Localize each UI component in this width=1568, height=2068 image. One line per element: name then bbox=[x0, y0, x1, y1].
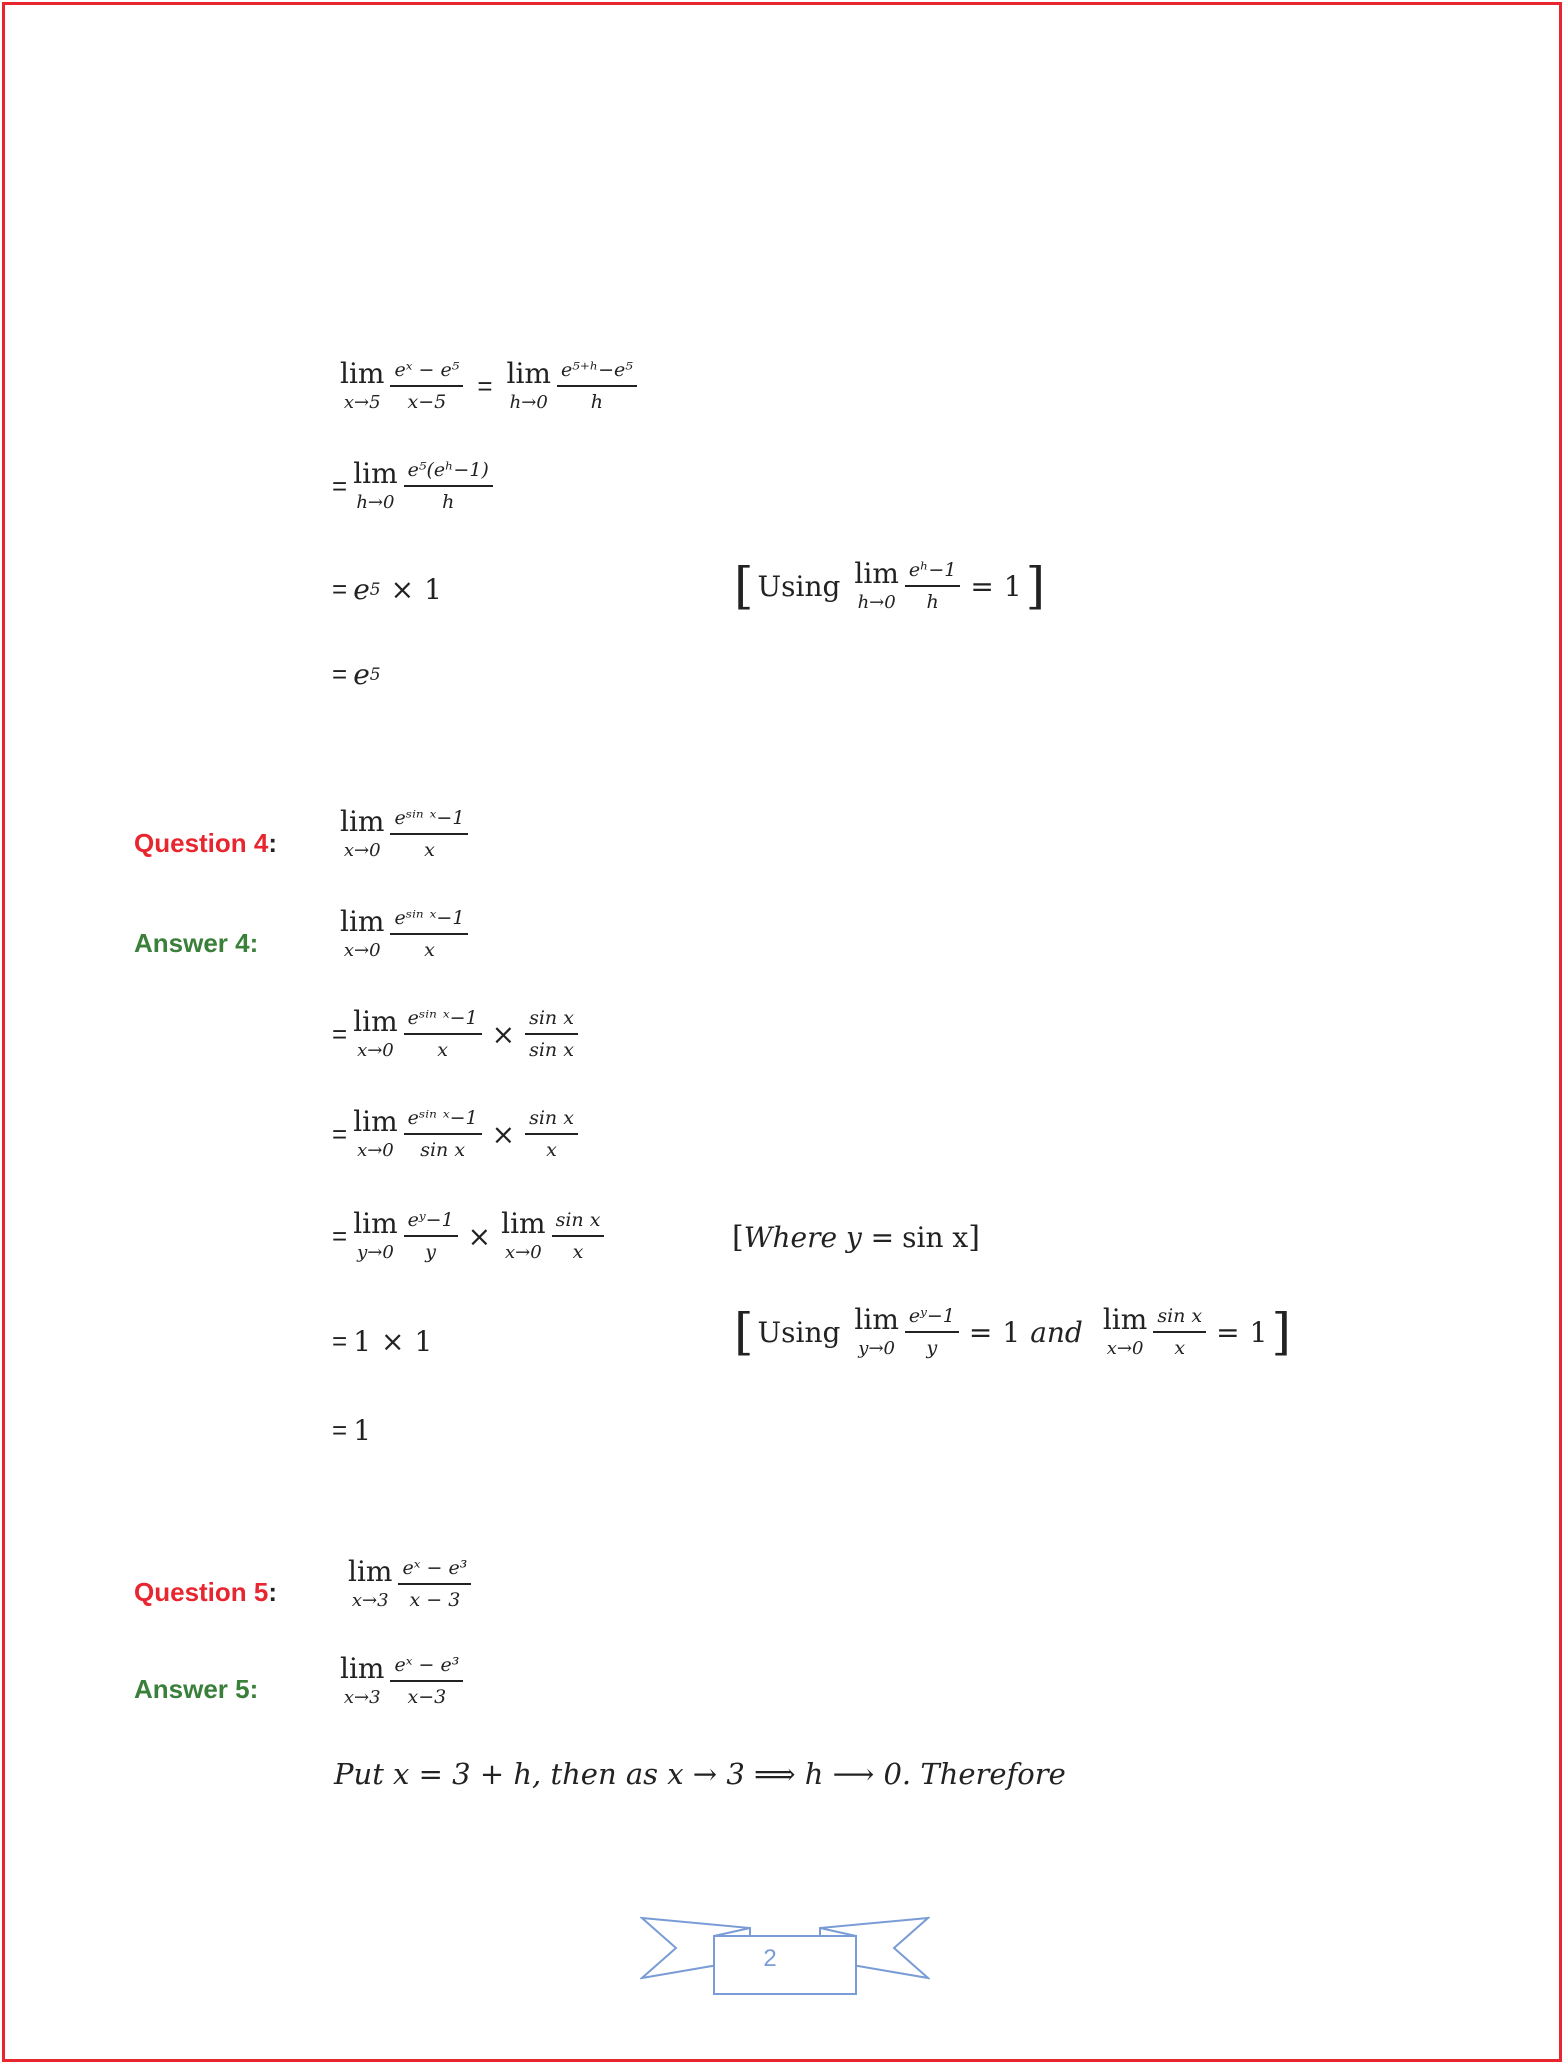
lim-op: lim h→0 bbox=[353, 457, 398, 513]
lim-op: lim x→5 bbox=[340, 357, 385, 413]
question-5-expr bbox=[348, 1555, 471, 1611]
fraction: $\frac{\text{eʸ−1}}{y}$ bbox=[404, 1211, 458, 1262]
lim-op: lim x→0 bbox=[340, 905, 385, 961]
fraction: $\frac{\text{eˢⁱⁿ ˣ−1}}{\text{sin x}}$ bbox=[404, 1109, 482, 1160]
a4-step-4: = 1 × 1 bbox=[332, 1325, 433, 1358]
fraction: $\frac{\text{eʸ−1}}{y}$ bbox=[905, 1307, 959, 1358]
fraction: $\frac{\text{eˢⁱⁿ ˣ−1}}{x}$ bbox=[404, 1009, 482, 1060]
answer-4-label: Answer 4: bbox=[134, 928, 259, 958]
step-4: = e 5 bbox=[332, 658, 381, 691]
answer-4-expr bbox=[340, 905, 468, 961]
fraction: $\frac{\text{eˣ − e³}}{x - 3}$ bbox=[398, 1559, 471, 1610]
step-2: = lim h→0 $\frac{\text{e⁵(eʰ−1)}}{h}$ bbox=[332, 460, 493, 512]
fraction: $\frac{\text{sin x}}{\text{sin x}}$ bbox=[525, 1009, 578, 1060]
lim-op: lim y→0 bbox=[353, 1207, 398, 1263]
question-4-label: Question 4: bbox=[134, 828, 278, 858]
answer-5-label: Answer 5: bbox=[134, 1674, 259, 1704]
page-border bbox=[2, 2, 1562, 2062]
lim-op: lim x→0 bbox=[353, 1005, 398, 1061]
fraction: $\frac{\text{sin x}}{x}$ bbox=[525, 1109, 578, 1160]
fraction: $\frac{\text{e⁵⁺ʰ−e⁵}}{h}$ bbox=[557, 361, 637, 412]
substitution-line: Put x = 3 + h, then as x → 3 ⟹ h ⟶ 0. Therefore bbox=[334, 1757, 1066, 1791]
a4-step-2: = lim x→0 $\frac{\text{eˢⁱⁿ ˣ−1}}{\text{sin x}}$ × $\frac{\text{sin x}}{x}$ bbox=[332, 1108, 578, 1160]
lim-op: lim x→3 bbox=[348, 1555, 393, 1611]
fraction: $\frac{\text{eˣ − e³}}{x-3}$ bbox=[390, 1656, 463, 1707]
note-where: [ Where y = sin x ] bbox=[732, 1220, 980, 1255]
answer-5-expr bbox=[340, 1652, 463, 1708]
fraction: $\frac{\text{eˢⁱⁿ ˣ−1}}{x}$ bbox=[390, 909, 468, 960]
fraction: $\frac{\text{e⁵(eʰ−1)}}{h}$ bbox=[404, 461, 493, 512]
fraction: $\frac{\text{sin x}}{x}$ bbox=[1153, 1307, 1206, 1358]
fraction: $\frac{\text{eʰ−1}}{h}$ bbox=[905, 561, 960, 612]
a4-step-3: = lim y→0 $\frac{\text{eʸ−1}}{y}$ × lim x→0 $\frac{\text{sin x}}{x}$ bbox=[332, 1210, 604, 1262]
fraction: $\frac{\text{sin x}}{x}$ bbox=[552, 1211, 605, 1262]
fraction: $\frac{\text{eˢⁱⁿ ˣ−1}}{x}$ bbox=[390, 809, 468, 860]
lim-op: lim x→0 bbox=[501, 1207, 546, 1263]
fraction: $\frac{\text{eˣ − e⁵}}{x-5}$ bbox=[390, 361, 463, 412]
note-1: [ Using lim h→0 $\frac{\text{eʰ−1}}{h}$ = 1 ] bbox=[734, 557, 1046, 615]
note-2: [ Using lim y→0 $\frac{\text{eʸ−1}}{y}$ = 1 and lim x→0 $\frac{\text{sin x}}{x}$ = 1 ] bbox=[734, 1303, 1291, 1361]
question-4-expr bbox=[340, 805, 468, 861]
lim-op: lim h→0 bbox=[506, 357, 551, 413]
lim-op: lim x→0 bbox=[1102, 1303, 1148, 1359]
a4-result: = 1 bbox=[332, 1414, 372, 1447]
lim-op: lim h→0 bbox=[854, 557, 899, 613]
lim-op: lim x→0 bbox=[340, 805, 385, 861]
lim-op: lim y→0 bbox=[854, 1303, 899, 1359]
question-5-label: Question 5: bbox=[134, 1577, 278, 1607]
a4-step-1: = lim x→0 $\frac{\text{eˢⁱⁿ ˣ−1}}{x}$ × $\frac{\text{sin x}}{\text{sin x}}$ bbox=[332, 1008, 578, 1060]
step-3: = e 5 × 1 bbox=[332, 573, 442, 606]
lim-op: lim x→0 bbox=[353, 1105, 398, 1161]
lim-op: lim x→3 bbox=[340, 1652, 385, 1708]
step-1: lim x→5 $\frac{\text{eˣ − e⁵}}{x-5}$ = lim h→0 $\frac{\text{e⁵⁺ʰ−e⁵}}{h}$ bbox=[340, 360, 637, 412]
page-number: 2 bbox=[763, 1945, 777, 1972]
